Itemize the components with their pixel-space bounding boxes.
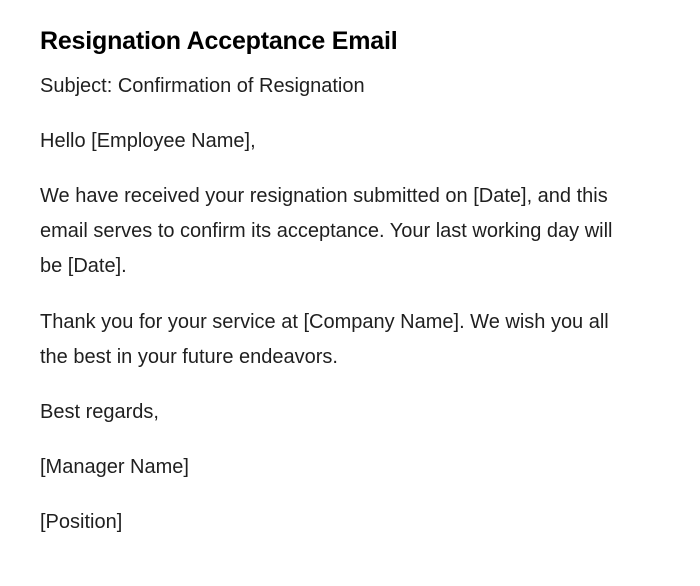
email-subject: Subject: Confirmation of Resignation (40, 75, 365, 97)
email-body-paragraph: We have received your resignation submitted on [Date], and this email serves to confirm its acceptance. Your last working day will be [Date]. (40, 185, 613, 277)
email-document (40, 24, 640, 540)
signature-name: [Manager Name] (40, 456, 189, 478)
document-title: Resignation Acceptance Email (40, 27, 398, 55)
signature-position: [Position] (40, 511, 123, 533)
email-closing: Best regards, (40, 401, 159, 423)
email-greeting: Hello [Employee Name], (40, 130, 256, 152)
email-body-paragraph: Thank you for your service at [Company Name]. We wish you all the best in your future endeavors. (40, 311, 609, 368)
